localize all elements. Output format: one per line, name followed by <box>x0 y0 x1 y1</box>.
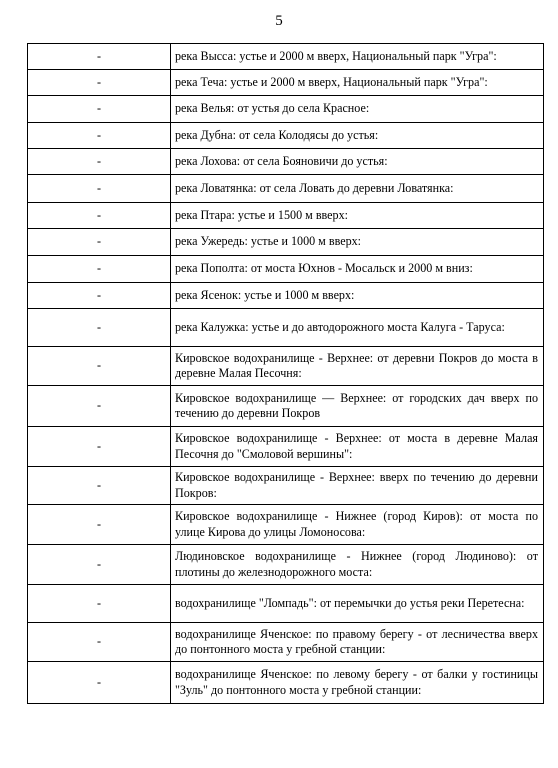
row-mark-cell: - <box>28 662 171 704</box>
table-row <box>28 283 544 309</box>
row-description-cell: река Высса: устье и 2000 м вверх, Национальный парк "Угра": <box>171 44 544 70</box>
row-mark-cell: - <box>28 283 171 309</box>
row-description-cell: водохранилище "Ломпадь": от перемычки до устья реки Перетесна: <box>171 585 544 623</box>
row-description-cell: Кировское водохранилище - Верхнее: от моста в деревне Малая Песочня до "Смоловой вершины": <box>171 427 544 467</box>
row-description-cell: река Пополта: от моста Юхнов - Мосальск и 2000 м вниз: <box>171 256 544 283</box>
table-row <box>28 505 544 545</box>
page-number: 5 <box>275 13 283 29</box>
table-row <box>28 256 544 283</box>
row-description-cell: Кировское водохранилище - Верхнее: вверх по течению до деревни Покров: <box>171 467 544 505</box>
row-mark-cell: - <box>28 427 171 467</box>
fishing-areas-table <box>27 43 544 704</box>
row-mark-cell: - <box>28 467 171 505</box>
row-mark-cell: - <box>28 149 171 175</box>
table-row <box>28 123 544 149</box>
row-description-cell: река Теча: устье и 2000 м вверх, Национальный парк "Угра": <box>171 70 544 96</box>
table-row <box>28 203 544 229</box>
row-mark-cell: - <box>28 175 171 203</box>
row-description-cell: река Лохова: от села Бояновичи до устья: <box>171 149 544 175</box>
table-row <box>28 70 544 96</box>
row-description-cell: река Ловатянка: от села Ловать до деревни Ловатянка: <box>171 175 544 203</box>
table-row <box>28 96 544 123</box>
row-mark-cell: - <box>28 96 171 123</box>
row-mark-cell: - <box>28 505 171 545</box>
table-row <box>28 229 544 256</box>
table-row <box>28 467 544 505</box>
row-description-cell: река Ясенок: устье и 1000 м вверх: <box>171 283 544 309</box>
row-mark-cell: - <box>28 386 171 427</box>
table-row <box>28 44 544 70</box>
row-description-cell: река Велья: от устья до села Красное: <box>171 96 544 123</box>
table-row <box>28 623 544 662</box>
table-body <box>28 44 544 704</box>
row-description-cell: река Калужка: устье и до автодорожного моста Калуга - Таруса: <box>171 309 544 347</box>
row-mark-cell: - <box>28 347 171 386</box>
row-mark-cell: - <box>28 309 171 347</box>
table-row <box>28 427 544 467</box>
row-description-cell: Кировское водохранилище - Верхнее: от деревни Покров до моста в деревне Малая Песочня: <box>171 347 544 386</box>
table-row <box>28 545 544 585</box>
table-row <box>28 386 544 427</box>
row-mark-cell: - <box>28 123 171 149</box>
table-row <box>28 347 544 386</box>
row-mark-cell: - <box>28 545 171 585</box>
row-description-cell: река Ужередь: устье и 1000 м вверх: <box>171 229 544 256</box>
row-mark-cell: - <box>28 70 171 96</box>
table-row <box>28 149 544 175</box>
row-mark-cell: - <box>28 623 171 662</box>
row-description-cell: водохранилище Яченское: по правому берегу - от лесничества вверх до понтонного моста у гребной станции: <box>171 623 544 662</box>
row-mark-cell: - <box>28 585 171 623</box>
row-description-cell: река Птара: устье и 1500 м вверх: <box>171 203 544 229</box>
row-mark-cell: - <box>28 44 171 70</box>
row-description-cell: водохранилище Яченское: по левому берегу - от балки у гостиницы "Зуль" до понтонного моста у гребной станции: <box>171 662 544 704</box>
row-mark-cell: - <box>28 203 171 229</box>
row-description-cell: Кировское водохранилище — Верхнее: от городских дач вверх по течению до деревни Покров <box>171 386 544 427</box>
table-row <box>28 309 544 347</box>
row-mark-cell: - <box>28 229 171 256</box>
row-mark-cell: - <box>28 256 171 283</box>
table-row <box>28 662 544 704</box>
row-description-cell: Людиновское водохранилище - Нижнее (город Людиново): от плотины до железнодорожного моста: <box>171 545 544 585</box>
table-row <box>28 175 544 203</box>
row-description-cell: Кировское водохранилище - Нижнее (город Киров): от моста по улице Кирова до улицы Ломоносова: <box>171 505 544 545</box>
table-row <box>28 585 544 623</box>
row-description-cell: река Дубна: от села Колодясы до устья: <box>171 123 544 149</box>
